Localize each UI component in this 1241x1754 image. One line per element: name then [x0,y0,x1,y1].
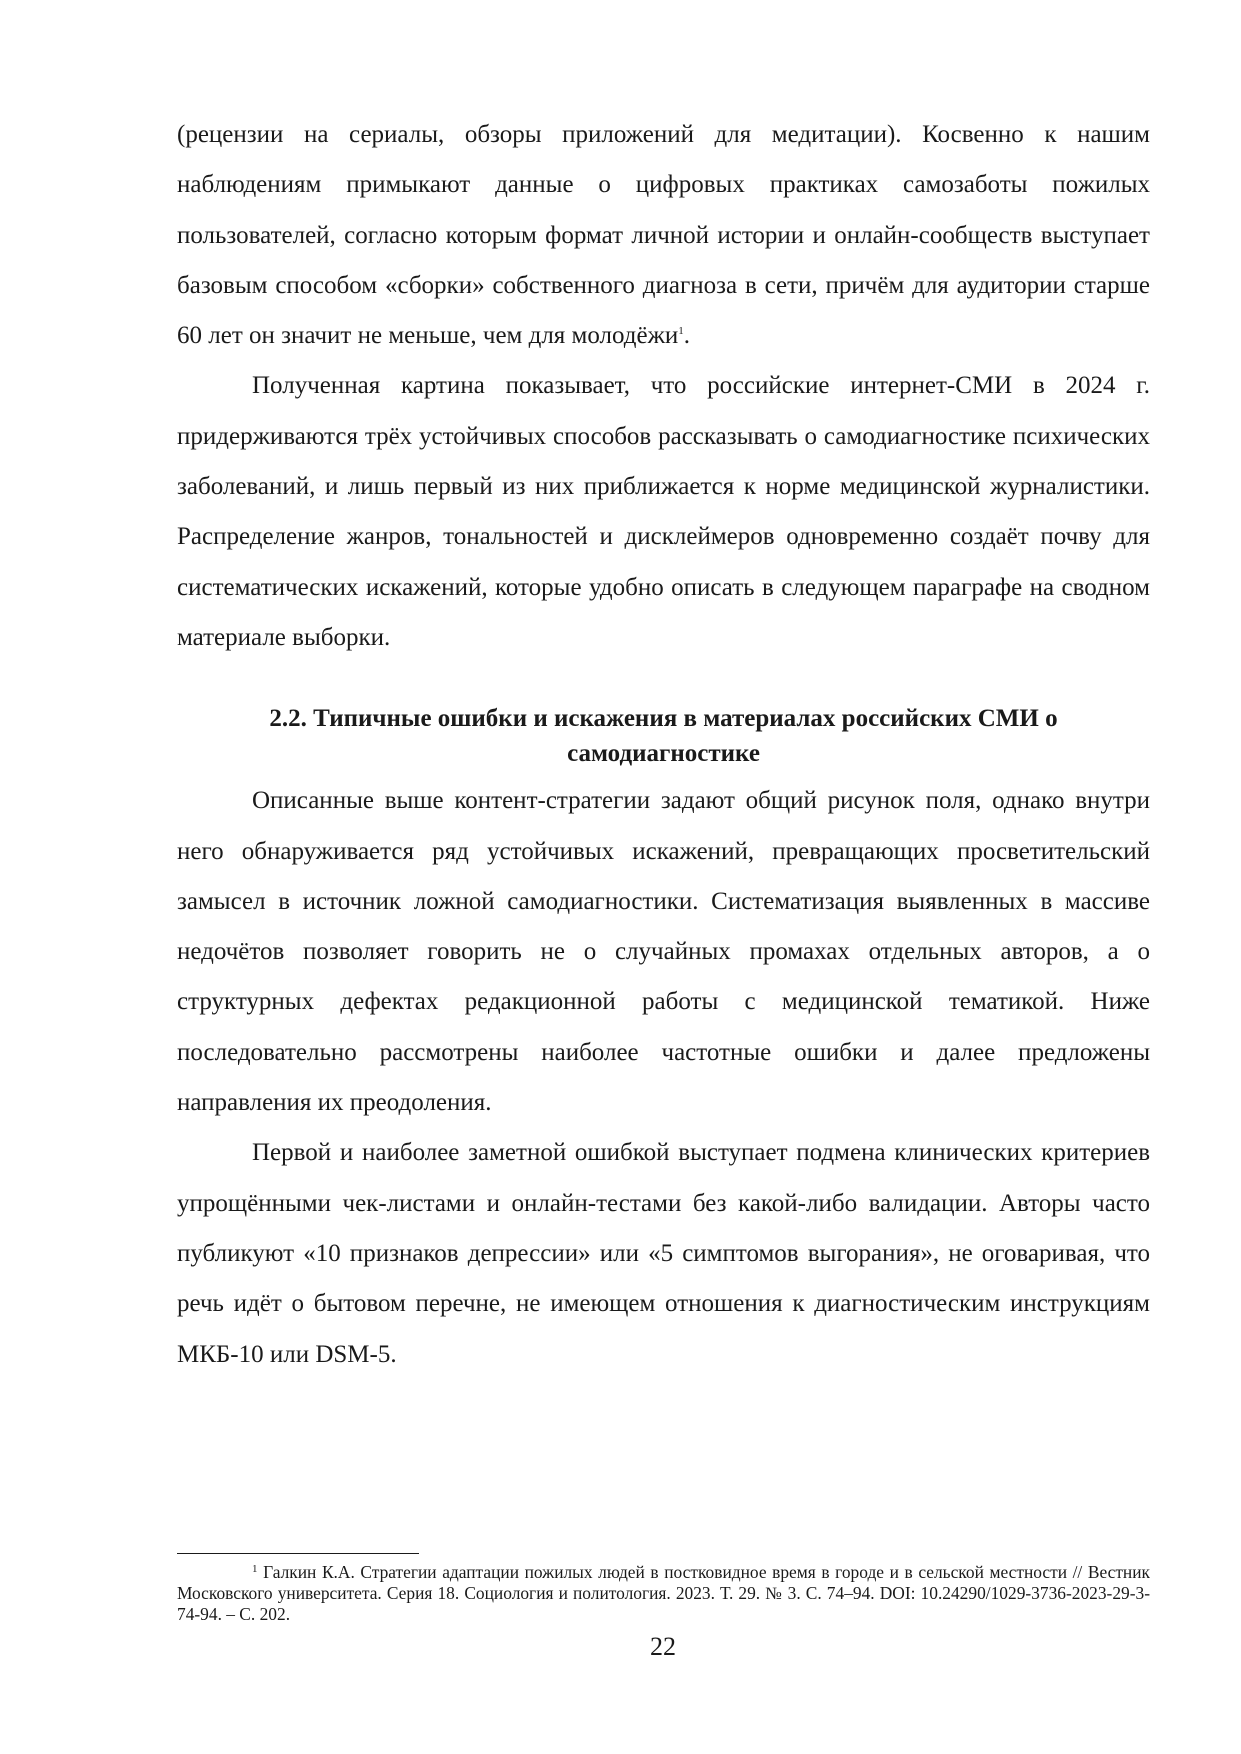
footnote-reference[interactable]: 1 [678,325,684,338]
paragraph-4: Первой и наиболее заметной ошибкой выступает подмена клинических критериев упрощёнными чек-листами и онлайн-тестами без какой-либо валидации. Авторы часто публикуют «10 признаков депрессии» или «5 симптомов выгорания», не оговаривая, что речь идёт о бытовом перечне, не имеющем отношения к диагностическим инструкциям МКБ-10 или DSM-5. [177,1139,1150,1368]
section-heading-line-1: 2.2. Типичные ошибки и искажения в материалах российских СМИ о [269,705,1058,733]
footnote-separator [177,1553,419,1554]
section-heading [177,701,1150,771]
paragraph-2: Полученная картина показывает, что российские интернет-СМИ в 2024 г. придерживаются трёх устойчивых способов рассказывать о самодиагностике психических заболеваний, и лишь первый из них приближается к норме медицинской журналистики. Распределение жанров, тональностей и дисклеймеров одновременно создаёт почву для систематических искажений, которые удобно описать в следующем параграфе на сводном материале выборки. [177,372,1150,651]
paragraph-3: Описанные выше контент-стратегии задают общий рисунок поля, однако внутри него обнаруживается ряд устойчивых искажений, превращающих просветительский замысел в источник ложной самодиагностики. Систематизация выявленных в массиве недочётов позволяет говорить не о случайных промахах отдельных авторов, а о структурных дефектах редакционной работы с медицинской тематикой. Ниже последовательно рассмотрены наиболее частотные ошибки и далее предложены направления их преодоления. [177,787,1150,1117]
paragraph-1-text: (рецензии на сериалы, обзоры приложений для медитации). Косвенно к нашим наблюдениям примыкают данные о цифровых практиках самозаботы пожилых пользователей, согласно которым формат личной истории и онлайн-сообществ выступает базовым способом «сборки» собственного диагноза в сети, причём для аудитории старше 60 лет он значит не меньше, чем для молодёжи [177,121,1150,350]
section-heading-line-2: самодиагностике [567,740,760,768]
page-body [177,110,1150,1380]
footnote [177,1562,1150,1625]
paragraph-1 [177,110,1150,361]
paragraph-1-end: . [683,322,691,350]
page-number: 22 [650,1632,676,1661]
footnote-text: Галкин К.А. Стратегии адаптации пожилых людей в постковидное время в городе и в сельской местности // Вестник Московского университета. Серия 18. Социология и политология. 2023. Т. 29. № 3. С. 74–94. DOI: 10.24290/1029-3736-2023-29-3-74-94. – С. 202. [177,1562,1150,1624]
footnote-number: 1 [252,1563,258,1575]
